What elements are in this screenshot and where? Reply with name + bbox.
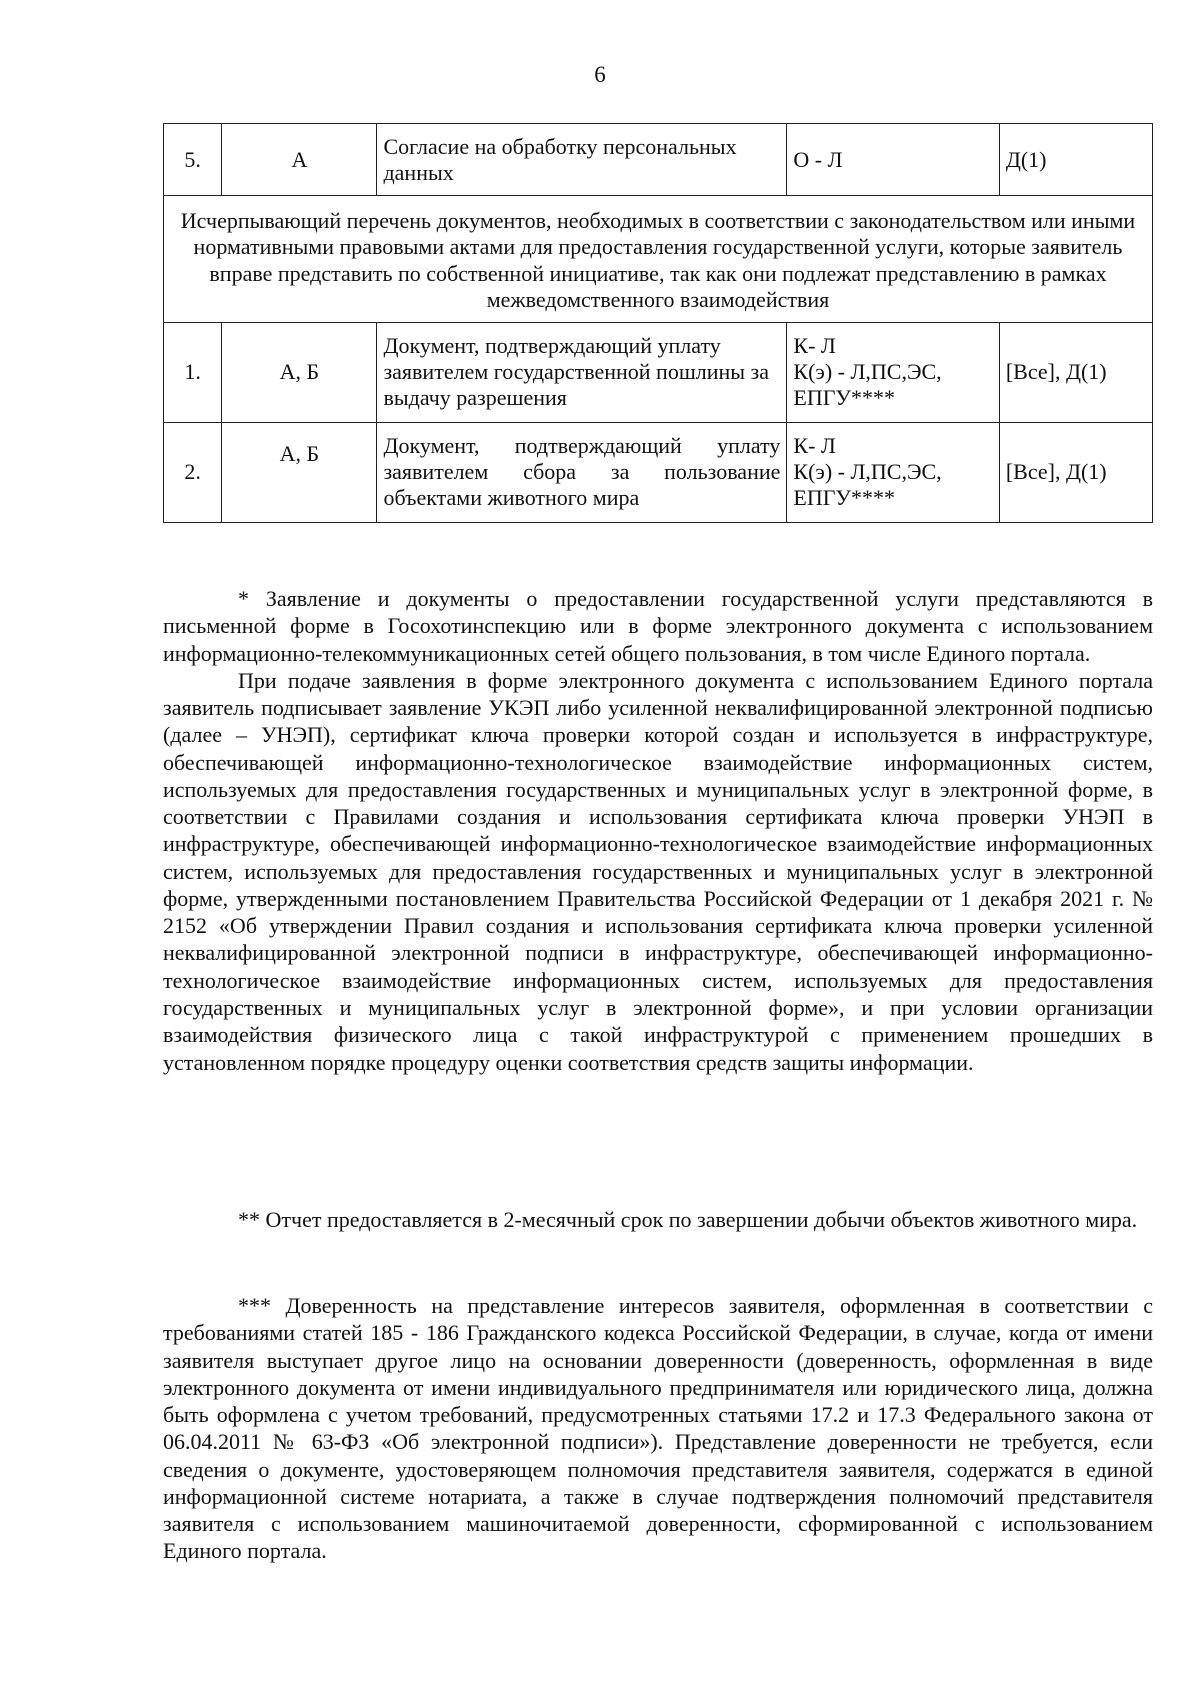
applicant-group: А, Б	[222, 322, 377, 422]
footnote-2	[163, 1206, 1153, 1233]
applicant-group: А	[222, 124, 377, 196]
method-line: К(э) - Л,ПС,ЭС,	[793, 359, 942, 385]
page-number: 6	[594, 62, 606, 87]
method-line: К(э) - Л,ПС,ЭС,	[793, 459, 942, 485]
documents-table	[163, 123, 1153, 523]
footnote-3-text: *** Доверенность на представление интересов заявителя, оформленная в соответствии с требованиями статей 185 - 186 Гражданского кодекса Российской Федерации, в случае, когда от имени заявителя выступает другое лицо на основании доверенности (доверенность, оформленная в виде электронного документа от имени индивидуального предпринимателя или юридического лица, должна быть оформлена с учетом требований, предусмотренных статьями 17.2 и 17.3 Федерального закона от 06.04.2011 № 63-ФЗ «Об электронной подписи»). Представление доверенности не требуется, если сведения о документе, удостоверяющем полномочия представителя заявителя, содержатся в единой информационной системе нотариата, а также в случае подтверждения полномочий представителя заявителя с использованием машиночитаемой доверенности, сформированной с использованием Единого портала.	[163, 1293, 1153, 1564]
footnote-1-text: * Заявление и документы о предоставлении государственной услуги представляются в письменной форме в Госохотинспекцию или в форме электронного документа с использованием информационно-телекоммуникационных сетей общего пользования, в том числе Единого портала.	[163, 586, 1153, 666]
submission-method: О - Л	[787, 124, 999, 196]
recipient: Д(1)	[999, 124, 1152, 196]
footnote-3	[163, 1292, 1153, 1565]
footnote-1-continuation: При подаче заявления в форме электронного документа с использованием Единого портала заявитель подписывает заявление УКЭП либо усиленной неквалифицированной электронной подписью (далее – УНЭП), сертификат ключа проверки которой создан и используется в инфраструктуре, обеспечивающей информационно-технологическое взаимодействие информационных систем, используемых для предоставления государственных и муниципальных услуг в электронной форме, в соответствии с Правилами создания и использования сертификата ключа проверки УНЭП в инфраструктуре, обеспечивающей информационно-технологическое взаимодействие информационных систем, используемых для предоставления государственных и муниципальных услуг в электронной форме, утвержденными постановлением Правительства Российской Федерации от 1 декабря 2021 г. № 2152 «Об утверждении Правил создания и использования сертификата ключа проверки усиленной неквалифицированной электронной подписи в инфраструктуре, обеспечивающей информационно-технологическое взаимодействие информационных систем, используемых для предоставления государственных и муниципальных услуг в электронной форме», и при условии организации взаимодействия физического лица с такой инфраструктурой с применением прошедших в установленном порядке процедуру оценки соответствия средств защиты информации.	[163, 667, 1153, 1075]
recipient: [Все], Д(1)	[999, 322, 1152, 422]
submission-method	[787, 422, 999, 522]
row-number: 5.	[164, 124, 222, 196]
method-line: К- Л	[793, 333, 836, 359]
recipient: [Все], Д(1)	[999, 422, 1152, 522]
applicant-group: А, Б	[222, 422, 377, 522]
table-row	[164, 422, 1153, 522]
document-name: Документ, подтверждающий уплату заявителем государственной пошлины за выдачу разрешения	[377, 322, 787, 422]
row-number: 2.	[164, 422, 222, 522]
method-line: ЕПГУ****	[793, 485, 896, 511]
footnote-1	[163, 585, 1153, 1076]
footnote-2-text: ** Отчет предоставляется в 2-месячный срок по завершении добычи объектов животного мира.	[238, 1207, 1138, 1232]
row-number: 1.	[164, 322, 222, 422]
table-row	[164, 124, 1153, 196]
method-line: К- Л	[793, 433, 836, 459]
section-title: Исчерпывающий перечень документов, необходимых в соответствии с законодательством или иными нормативными правовыми актами для предоставления государственной услуги, которые заявитель вправе представить по собственной инициативе, так как они подлежат представлению в рамках межведомственного взаимодействия	[164, 196, 1153, 323]
document-name: Согласие на обработку персональных данных	[377, 124, 787, 196]
table-row	[164, 322, 1153, 422]
section-row	[164, 196, 1153, 323]
method-line: ЕПГУ****	[793, 385, 896, 411]
submission-method	[787, 322, 999, 422]
document-name: Документ, подтверждающий уплату заявителем сбора за пользование объектами животного мира	[377, 422, 787, 522]
